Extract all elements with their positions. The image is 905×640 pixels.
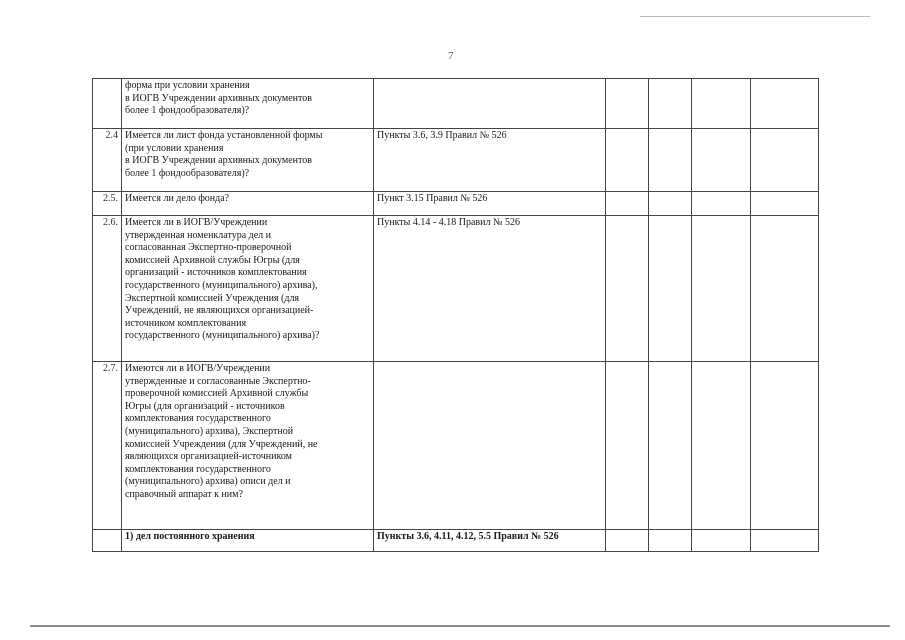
question-line: Имеется ли дело фонда? — [125, 193, 230, 204]
question-line: в ИОГВ Учреждении архивных документов — [125, 92, 312, 104]
question-line: утвержденные и согласованные Экспертно- — [125, 375, 311, 387]
table-row — [93, 530, 819, 552]
question-line: (при условии хранения — [125, 142, 224, 154]
question-line: источником комплектования — [125, 317, 247, 329]
checklist-table — [92, 78, 819, 552]
question-line: более 1 фондообразователя)? — [125, 105, 250, 117]
reference-cell: Пункты 3.6, 3.9 Правил № 526 — [374, 129, 606, 192]
table-row — [93, 79, 819, 129]
question-line: утвержденная номенклатура дел и — [125, 229, 272, 241]
empty-cell — [751, 79, 819, 129]
question-line: комиссией Архивной службы Югры (для — [125, 254, 300, 266]
question-line: организаций - источников комплектования — [125, 267, 307, 279]
reference-cell — [374, 79, 606, 129]
empty-cell — [606, 192, 649, 216]
question-line: справочный аппарат к ним? — [125, 488, 243, 500]
scan-artifact-line — [30, 625, 890, 627]
empty-cell — [606, 530, 649, 552]
row-number — [93, 530, 122, 552]
question-cell — [122, 530, 374, 552]
empty-cell — [649, 129, 692, 192]
question-line: комплектования государственного — [125, 463, 271, 475]
empty-cell — [606, 362, 649, 530]
question-line: Имеются ли в ИОГВ/Учреждении — [125, 363, 271, 374]
scan-artifact-line — [640, 16, 870, 17]
question-line: форма при условии хранения — [125, 80, 250, 91]
question-cell — [122, 362, 374, 530]
question-line: являющихся организацией-источником — [125, 451, 292, 463]
question-line: 1) дел постоянного хранения — [125, 531, 255, 542]
empty-cell — [606, 79, 649, 129]
empty-cell — [692, 362, 751, 530]
empty-cell — [692, 216, 751, 362]
empty-cell — [751, 192, 819, 216]
question-line: проверочной комиссией Архивной службы — [125, 388, 309, 400]
empty-cell — [751, 362, 819, 530]
question-line: в ИОГВ Учреждении архивных документов — [125, 155, 312, 167]
empty-cell — [692, 530, 751, 552]
question-line: Имеется ли лист фонда установленной формы — [125, 130, 323, 141]
question-line: государственного (муниципального) архива)? — [125, 330, 320, 342]
question-cell — [122, 192, 374, 216]
table-row — [93, 192, 819, 216]
empty-cell — [692, 192, 751, 216]
question-line: Учреждений, не являющихся организацией- — [125, 305, 314, 317]
reference-cell: Пункт 3.15 Правил № 526 — [374, 192, 606, 216]
table-row — [93, 362, 819, 530]
empty-cell — [751, 216, 819, 362]
page-number: 7 — [448, 50, 454, 62]
table-row — [93, 216, 819, 362]
empty-cell — [649, 362, 692, 530]
empty-cell — [649, 79, 692, 129]
question-line: (муниципального) архива), Экспертной — [125, 425, 294, 437]
question-line: Имеется ли в ИОГВ/Учреждении — [125, 217, 268, 228]
question-cell — [122, 129, 374, 192]
question-line: комиссией Учреждения (для Учреждений, не — [125, 438, 318, 450]
question-line: государственного (муниципального) архива), — [125, 279, 318, 291]
question-line: согласованная Экспертно-проверочной — [125, 242, 292, 254]
reference-cell — [374, 362, 606, 530]
empty-cell — [606, 216, 649, 362]
question-line: Экспертной комиссией Учреждения (для — [125, 292, 300, 304]
empty-cell — [692, 79, 751, 129]
empty-cell — [751, 530, 819, 552]
row-number: 2.6. — [93, 216, 122, 362]
empty-cell — [751, 129, 819, 192]
question-line: Югры (для организаций - источников — [125, 400, 285, 412]
reference-cell: Пункты 3.6, 4.11, 4.12, 5.5 Правил № 526 — [374, 530, 606, 552]
question-line: более 1 фондообразователя)? — [125, 167, 250, 179]
row-number: 2.5. — [93, 192, 122, 216]
question-line: комплектования государственного — [125, 413, 271, 425]
row-number: 2.4 — [93, 129, 122, 192]
reference-cell: Пункты 4.14 - 4.18 Правил № 526 — [374, 216, 606, 362]
row-number — [93, 79, 122, 129]
empty-cell — [649, 530, 692, 552]
empty-cell — [606, 129, 649, 192]
question-cell — [122, 79, 374, 129]
empty-cell — [649, 216, 692, 362]
table-row — [93, 129, 819, 192]
empty-cell — [649, 192, 692, 216]
question-line: (муниципального) архива) описи дел и — [125, 476, 291, 488]
question-cell — [122, 216, 374, 362]
empty-cell — [692, 129, 751, 192]
row-number: 2.7. — [93, 362, 122, 530]
